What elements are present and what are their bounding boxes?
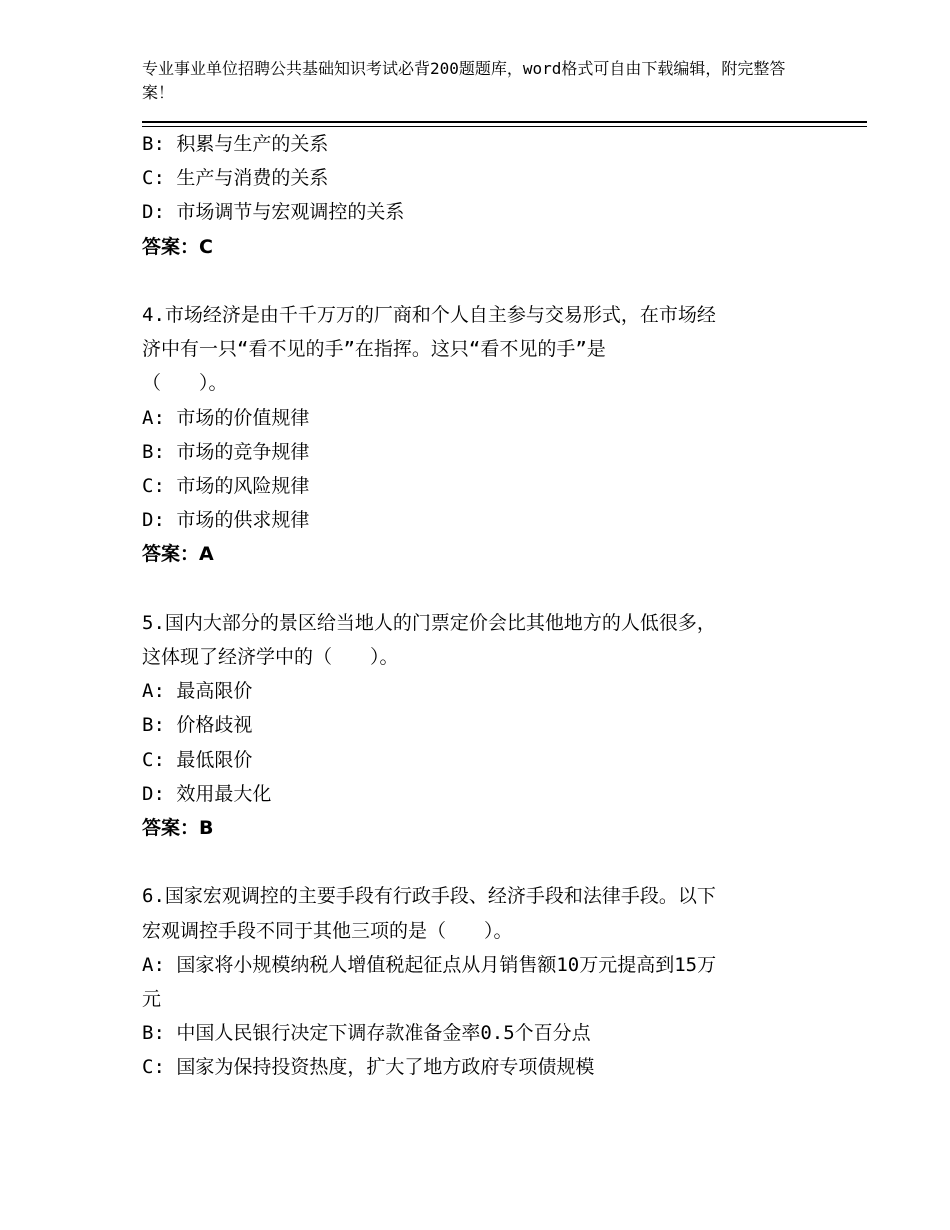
- q4-option-b: B: 市场的竞争规律: [142, 440, 310, 463]
- q3-option-b: B: 积累与生产的关系: [142, 133, 329, 155]
- q5-stem-line-2: 这体现了经济学中的（ ）。: [142, 646, 399, 669]
- q3-option-d: D: 市场调节与宏观调控的关系: [142, 201, 405, 224]
- spacer: [142, 264, 807, 298]
- q6-stem-line-2: 宏观调控手段不同于其他三项的是（ ）。: [142, 919, 513, 942]
- q6-option-a-line-2: 元: [142, 988, 162, 1011]
- q5-option-a: A: 最高限价: [142, 680, 253, 703]
- q3-answer: 答案：C: [142, 235, 213, 258]
- q5-option-d: D: 效用最大化: [142, 782, 272, 805]
- q4-option-a: A: 市场的价值规律: [142, 406, 310, 429]
- q4-option-d: D: 市场的供求规律: [142, 509, 310, 532]
- spacer: [142, 845, 807, 879]
- q5-option-b: B: 价格歧视: [142, 714, 253, 737]
- q4-option-c: C: 市场的风险规律: [142, 475, 310, 498]
- q4-answer: 答案：A: [142, 543, 214, 566]
- spacer: [142, 572, 807, 606]
- q4-stem-line-2: 济中有一只“看不见的手”在指挥。这只“看不见的手”是: [142, 338, 606, 361]
- q6-option-a-line-1: A: 国家将小规模纳税人增值税起征点从月销售额10万元提高到15万: [142, 953, 717, 976]
- document-header: 专业事业单位招聘公共基础知识考试必背200题题库，word格式可自由下载编辑，附完整答案！: [142, 59, 786, 102]
- q6-option-b: B: 中国人民银行决定下调存款准备金率0.5个百分点: [142, 1022, 591, 1045]
- q4-stem-line-3: （ ）。: [142, 372, 228, 395]
- header-rule-thick: [142, 121, 867, 123]
- q5-option-c: C: 最低限价: [142, 748, 253, 771]
- q4-stem-line-1: 4.市场经济是由千千万万的厂商和个人自主参与交易形式，在市场经: [142, 304, 716, 326]
- q5-stem-line-1: 5.国内大部分的景区给当地人的门票定价会比其他地方的人低很多，: [142, 611, 716, 634]
- question-content: [142, 127, 807, 1085]
- q6-stem-line-1: 6.国家宏观调控的主要手段有行政手段、经济手段和法律手段。以下: [142, 885, 716, 908]
- q6-option-c: C: 国家为保持投资热度，扩大了地方政府专项债规模: [142, 1056, 595, 1079]
- q5-answer: 答案：B: [142, 817, 214, 840]
- q3-option-c: C: 生产与消费的关系: [142, 167, 329, 190]
